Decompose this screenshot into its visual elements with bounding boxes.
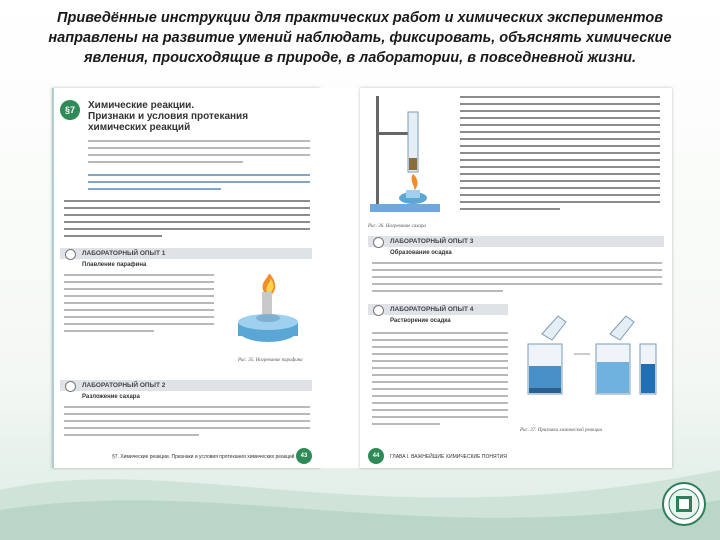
precipitate-illustration	[514, 304, 664, 424]
book-gutter	[320, 88, 360, 468]
experiment-3-label: ЛАБОРАТОРНЫЙ ОПЫТ 3	[390, 238, 474, 245]
publisher-logo	[662, 482, 706, 526]
experiment-2-text	[64, 406, 310, 441]
figure-35-caption: Рис. 35. Нагревание парафина	[238, 358, 303, 363]
flask-icon	[65, 381, 76, 392]
sugar-heating-illustration	[366, 92, 456, 222]
left-page-footer: §7. Химические реакции. Признаки и условия протекания химических реакций	[112, 454, 295, 460]
paragraph-number-badge: §7	[60, 100, 80, 120]
paraffin-heating-illustration	[228, 274, 308, 354]
textbook-left-page	[52, 88, 320, 468]
experiment-1-label: ЛАБОРАТОРНЫЙ ОПЫТ 1	[82, 250, 166, 257]
figure-36-caption: Рис. 36. Нагревание сахара	[368, 224, 426, 229]
experiment-2-title: Разложение сахара	[82, 394, 140, 400]
figure-37-caption: Рис. 37. Признаки химической реакции	[520, 428, 602, 433]
experiment-2-label: ЛАБОРАТОРНЫЙ ОПЫТ 2	[82, 382, 166, 389]
heading-line-3: химических реакций	[88, 122, 191, 133]
experiment-4-title: Растворение осадка	[390, 318, 451, 324]
experiment-3-text	[372, 262, 662, 297]
experiment-4-text	[372, 332, 508, 430]
textbook-right-page	[360, 88, 672, 468]
slide-title	[24, 8, 696, 68]
flask-icon	[373, 305, 384, 316]
experiment-3-bar	[368, 236, 664, 247]
experiment-1-title: Плавление парафина	[82, 262, 147, 268]
heading-line-2: Признаки и условия протекания	[88, 111, 249, 122]
experiment-4-label: ЛАБОРАТОРНЫЙ ОПЫТ 4	[390, 306, 474, 313]
left-page-number: 43	[296, 448, 312, 464]
experiment-1-text	[64, 274, 214, 337]
right-page-footer: ГЛАВА I. ВАЖНЕЙШИЕ ХИМИЧЕСКИЕ ПОНЯТИЯ	[390, 454, 507, 460]
experiment-1-bar	[60, 248, 312, 259]
flask-icon	[65, 249, 76, 260]
slide-title-line-3: явления, происходящие в природе, в лаборатории, в повседневной жизни.	[83, 50, 637, 66]
body-text-block	[64, 200, 310, 242]
slide-title-line-2: направлены на развитие умений наблюдать, фиксировать, объяснять химические	[48, 30, 672, 46]
heading-line-1: Химические реакции.	[88, 100, 195, 111]
flask-icon	[373, 237, 384, 248]
intro-text-block	[88, 140, 310, 168]
key-terms-block	[88, 174, 310, 195]
experiment-2-bar	[60, 380, 312, 391]
right-intro-text	[460, 96, 660, 215]
experiment-3-title: Образование осадка	[390, 250, 452, 256]
experiment-4-bar	[368, 304, 508, 315]
slide-title-line-1: Приведённые инструкции для практических работ и химических экспериментов	[57, 10, 663, 26]
page-edge	[52, 88, 54, 468]
left-page-heading	[88, 100, 248, 133]
right-page-number: 44	[368, 448, 384, 464]
